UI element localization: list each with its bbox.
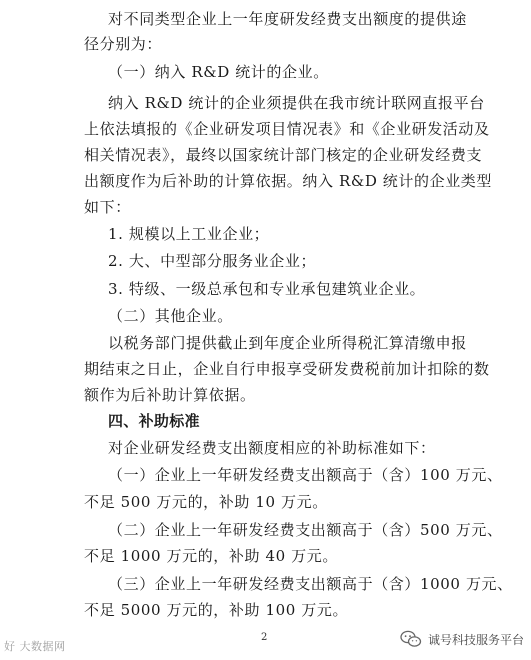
text-line: 额作为后补助计算依据。 [84, 386, 256, 404]
text-line: 上依法填报的《企业研发项目情况表》和《企业研发活动及 [84, 120, 490, 138]
text-line: （三）企业上一年研发经费支出额高于（含）1000 万元、 [108, 575, 513, 593]
text-line: （一）企业上一年研发经费支出额高于（含）100 万元、 [108, 466, 503, 484]
text-line: 纳入 R&D 统计的企业须提供在我市统计联网直报平台 [108, 94, 485, 112]
text-line: （二）其他企业。 [108, 307, 233, 325]
text-line: 相关情况表》，最终以国家统计部门核定的企业研发经费支 [84, 146, 483, 164]
text-line: 对不同类型企业上一年度研发经费支出额度的提供途 [108, 10, 467, 28]
text-line: （二）企业上一年研发经费支出额高于（含）500 万元、 [108, 521, 503, 539]
watermark-right [400, 628, 524, 650]
text-line: 径分别为： [84, 35, 163, 53]
text-line: 以税务部门提供截止到年度企业所得税汇算清缴申报 [108, 334, 467, 352]
text-line: 对企业研发经费支出额度相应的补助标准如下： [108, 439, 436, 457]
text-line: 不足 5000 万元的，补助 100 万元。 [84, 601, 349, 619]
text-line: 不足 1000 万元的，补助 40 万元。 [84, 547, 338, 565]
text-line: （一）纳入 R&D 统计的企业。 [108, 63, 329, 81]
list-item: 1. 规模以上工业企业； [108, 225, 270, 243]
list-item: 2. 大、中型部分服务业企业； [108, 252, 317, 270]
list-item: 3. 特级、一级总承包和专业承包建筑业企业。 [108, 280, 426, 298]
page-number: 2 [261, 632, 268, 643]
watermark-left: 好 大数据网 [4, 640, 66, 653]
section-heading: 四、补助标准 [108, 412, 200, 430]
watermark-text: 诚号科技服务平台 [428, 632, 525, 647]
text-line: 出额度作为后补助的计算依据。纳入 R&D 统计的企业类型 [84, 172, 493, 190]
wechat-icon [400, 630, 422, 648]
text-line: 不足 500 万元的，补助 10 万元。 [84, 493, 328, 511]
text-line: 期结束之日止，企业自行申报享受研发费税前加计扣除的数 [84, 360, 490, 378]
text-line: 如下： [84, 198, 131, 216]
